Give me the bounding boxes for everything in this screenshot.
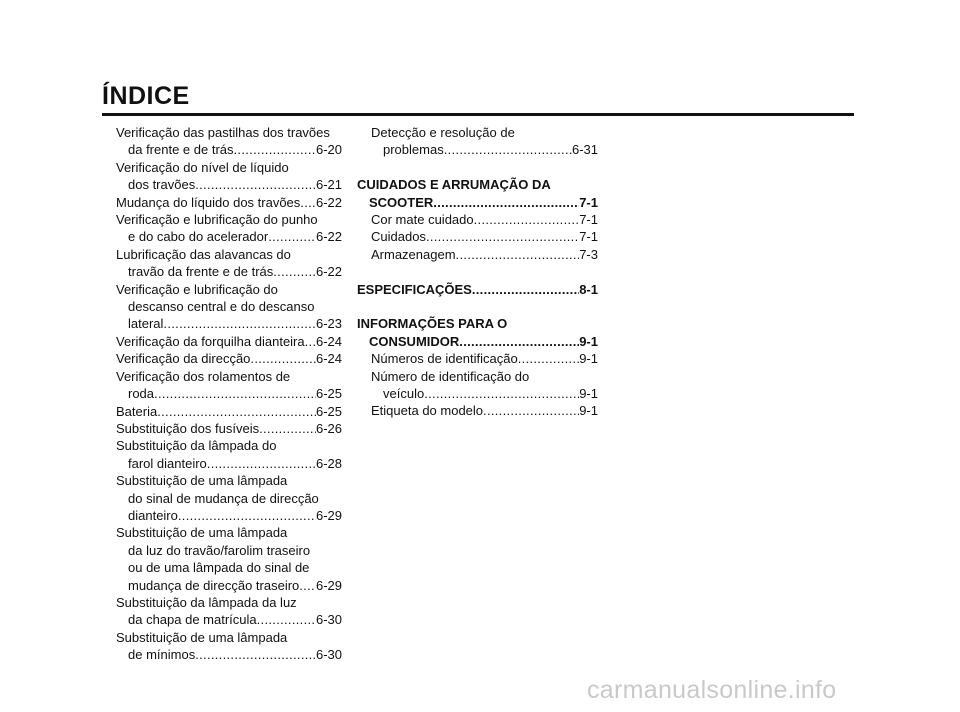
toc-page-number: 6-24 [315,333,342,349]
toc-entry-text: farol dianteiro [128,455,207,471]
toc-leader-dots [268,228,316,245]
toc-entry-text: SCOOTER [369,194,434,210]
toc-entry-text: problemas [383,142,444,158]
toc-entry-line: CUIDADOS E ARRUMAÇÃO DA [357,177,551,193]
toc-page-number: 9-1 [579,333,598,349]
toc-entry-line: Verificação e lubrificação do [116,281,278,297]
toc-page-number: 6-22 [315,194,342,210]
toc-page-number: 6-24 [315,351,342,367]
toc-page-number: 6-23 [315,316,342,332]
toc-entry-text: Bateria [116,403,158,419]
toc-page-number: 9-1 [579,386,598,402]
toc-entry-line: Substituição de uma lâmpada [116,629,288,645]
toc-entry-text: dos travões [128,177,196,193]
toc-entry-text: da chapa de matrícula [128,612,257,628]
toc-page-number: 6-20 [315,142,342,158]
toc-entry-line: do sinal de mudança de direcção [128,490,319,506]
toc-page-number: 9-1 [579,351,598,367]
toc-entry [116,159,342,194]
toc-entry-last-line [116,455,342,472]
toc-leader-dots [472,281,579,298]
toc-entry [116,594,342,629]
toc-entry-line: Substituição da lâmpada da luz [116,594,297,610]
toc-entry-line: Substituição da lâmpada do [116,438,277,454]
toc-entry-last-line [357,141,598,158]
toc-page-number: 7-3 [579,246,598,262]
toc-entry-text: Mudança do líquido dos travões [116,194,301,210]
toc-entry [357,402,598,419]
toc-entry-last-line [116,263,342,280]
toc-entry [357,350,598,367]
toc-leader-dots [234,141,316,158]
toc-page-number: 7-1 [579,194,598,210]
toc-entry-last-line [116,194,342,211]
toc-leader-dots [474,211,580,228]
toc-entry [116,350,342,367]
toc-leader-dots [195,176,316,193]
toc-entry-line: INFORMAÇÕES PARA O [357,316,508,332]
toc-entry-line: Verificação dos rolamentos de [116,368,291,384]
toc-section [357,315,598,350]
toc-leader-dots [300,194,316,211]
toc-entry [357,368,598,403]
toc-entry-last-line [357,333,598,350]
toc-entry-line: Verificação do nível de líquido [116,159,289,175]
toc-entry [116,211,342,246]
toc-leader-dots [257,611,316,628]
toc-entry-last-line [357,228,598,245]
toc-page-number: 6-31 [571,142,598,158]
toc-entry-text: de mínimos [128,647,196,663]
toc-leader-dots [459,333,579,350]
toc-leader-dots [424,385,579,402]
toc-left-column [116,124,342,664]
toc-entry-last-line [116,420,342,437]
toc-leader-dots [207,455,316,472]
toc-page-number: 6-21 [315,177,342,193]
toc-leader-dots [259,420,316,437]
toc-leader-dots [154,385,316,402]
toc-entry-text: e do cabo do acelerador [128,229,269,245]
toc-entry-line: ou de uma lâmpada do sinal de [128,560,310,576]
page-title: ÍNDICE [102,82,190,110]
toc-entry-text: dianteiro [128,507,178,523]
toc-leader-dots [250,350,316,367]
toc-entry-last-line [357,194,598,211]
toc-entry-last-line [116,385,342,402]
toc-entry [116,437,342,472]
toc-entry-line: Número de identificação do [371,368,530,384]
toc-entry-text: lateral [128,316,164,332]
toc-leader-dots [299,577,316,594]
toc-entry-text: da frente e de trás [128,142,234,158]
toc-entry [116,333,342,350]
toc-leader-dots [433,194,579,211]
toc-entry-text: ESPECIFICAÇÕES [357,281,472,297]
toc-entry-last-line [116,403,342,420]
toc-entry [116,524,342,594]
toc-entry-text: Verificação da forquilha dianteira [116,333,305,349]
toc-entry [116,403,342,420]
toc-entry-line: Verificação das pastilhas dos travões [116,125,330,140]
toc-entry-last-line [357,385,598,402]
toc-entry [357,124,598,159]
toc-leader-dots [305,333,316,350]
toc-leader-dots [483,402,579,419]
toc-page-number: 6-29 [315,507,342,523]
toc-entry-line: Detecção e resolução de [371,125,515,140]
toc-entry-line: Lubrificação das alavancas do [116,246,291,262]
toc-page-number: 6-30 [315,612,342,628]
toc-leader-dots [178,507,316,524]
toc-page-number: 6-25 [315,386,342,402]
title-rule [102,113,854,116]
toc-page-number: 6-29 [315,577,342,593]
toc-entry-last-line [357,350,598,367]
toc-entry-last-line [116,611,342,628]
toc-page-number: 6-28 [315,455,342,471]
toc-page-number: 6-30 [315,647,342,663]
toc-leader-dots [444,141,572,158]
toc-leader-dots [518,350,580,367]
toc-entry-text: Substituição dos fusíveis [116,420,260,436]
toc-leader-dots [426,228,579,245]
toc-leader-dots [273,263,316,280]
toc-entry-line: da luz do travão/farolim traseiro [128,542,311,558]
toc-entry-last-line [116,228,342,245]
toc-entry-text: veículo [383,386,425,402]
toc-entry-line: Verificação e lubrificação do punho [116,212,318,228]
toc-page-number: 7-1 [579,229,598,245]
toc-entry-last-line [357,246,598,263]
toc-right-column [357,124,598,420]
toc-page-number: 9-1 [579,403,598,419]
toc-entry-text: Cuidados [371,229,426,245]
watermark: carmanualsonline.info [587,676,837,704]
toc-entry-text: Etiqueta do modelo [371,403,484,419]
toc-page-number: 7-1 [579,212,598,228]
toc-entry-text: roda [128,386,155,402]
toc-entry-text: CONSUMIDOR [369,333,460,349]
toc-entry-last-line [116,315,342,332]
toc-entry-text: mudança de direcção traseiro [128,577,300,593]
toc-entry [116,472,342,524]
toc-entry-line: Substituição de uma lâmpada [116,525,288,541]
toc-section [357,281,598,298]
toc-leader-dots [157,403,316,420]
toc-entry-last-line [116,350,342,367]
toc-page-number: 6-26 [315,420,342,436]
toc-page-number: 6-22 [315,229,342,245]
toc-entry-last-line [357,211,598,228]
toc-entry-last-line [116,646,342,663]
toc-page-number: 6-22 [315,264,342,280]
toc-entry-last-line [116,577,342,594]
toc-entry-last-line [116,333,342,350]
toc-entry [116,194,342,211]
toc-entry-last-line [116,507,342,524]
toc-entry-text: Números de identificação [371,351,518,367]
toc-entry-text: Armazenagem [371,246,456,262]
toc-entry [116,246,342,281]
toc-entry-last-line [116,176,342,193]
toc-page-number: 8-1 [579,281,598,297]
toc-leader-dots [456,246,580,263]
toc-entry [116,368,342,403]
toc-entry-last-line [357,281,598,298]
toc-leader-dots [163,315,316,332]
toc-entry-last-line [357,402,598,419]
toc-entry [357,246,598,263]
toc-entry-last-line [116,141,342,158]
toc-entry-line: descanso central e do descanso [128,299,315,315]
toc-entry [357,211,598,228]
toc-entry-text: Verificação da direcção [116,351,251,367]
toc-entry [116,420,342,437]
toc-entry [116,281,342,333]
toc-entry [357,228,598,245]
toc-entry-text: Cor mate cuidado [371,212,474,228]
toc-page-number: 6-25 [315,403,342,419]
toc-entry-text: travão da frente e de trás [128,264,274,280]
toc-section [357,176,598,211]
toc-entry-line: Substituição de uma lâmpada [116,473,288,489]
toc-leader-dots [195,646,316,663]
toc-entry [116,629,342,664]
toc-entry [116,124,342,159]
